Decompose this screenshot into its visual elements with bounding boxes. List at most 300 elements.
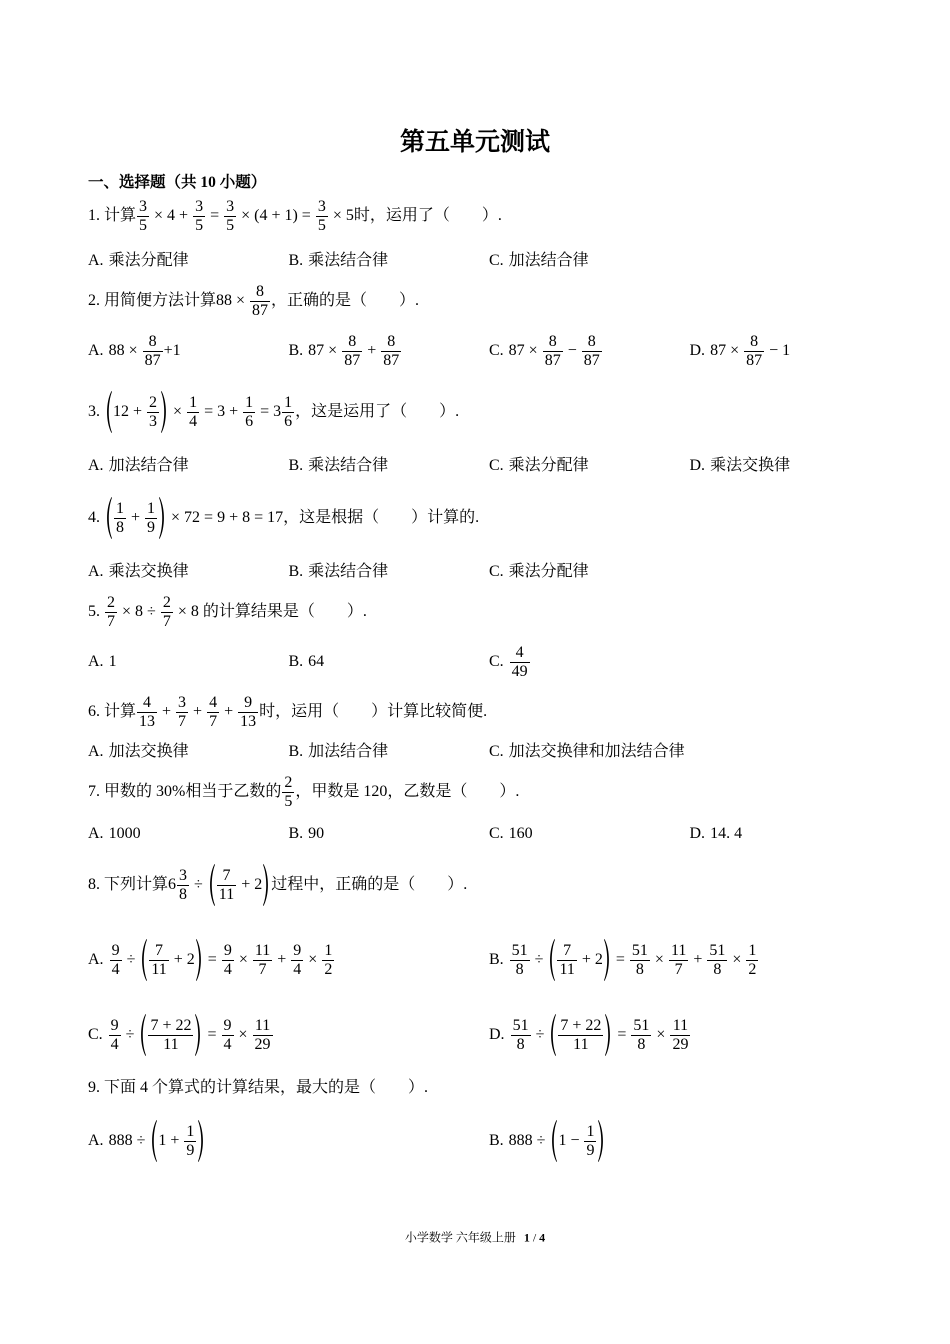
option-content	[509, 1119, 607, 1163]
options-row	[88, 251, 890, 271]
left-paren	[550, 1119, 557, 1163]
numerator: 8	[256, 283, 265, 300]
right-paren	[198, 1119, 205, 1163]
denominator: 9	[186, 1142, 195, 1159]
numerator: 4	[143, 694, 152, 711]
math-text: + 2	[169, 951, 195, 968]
mixed-number	[168, 867, 190, 903]
option-content	[308, 456, 388, 476]
math-text: × 8 的计算结果是（ ）.	[173, 603, 367, 620]
parenthesized-group	[549, 1119, 606, 1163]
numerator: 9	[223, 1017, 232, 1034]
math-text: 加法结合律	[108, 457, 189, 474]
parenthesized-group	[139, 938, 203, 982]
math-text: ÷	[121, 1026, 139, 1043]
answer-option	[289, 251, 490, 271]
fraction	[149, 942, 168, 978]
math-text: 加法交换律和加法结合律	[508, 743, 685, 760]
fraction	[147, 394, 159, 430]
math-text: ×	[234, 951, 252, 968]
option-content	[509, 824, 533, 844]
numerator: 8	[587, 333, 596, 350]
math-text: ×	[652, 1026, 670, 1043]
numerator: 3	[195, 198, 204, 215]
option-content	[109, 938, 336, 982]
math-text: 1 +	[158, 1132, 184, 1149]
math-text: ，这是运用了（ ）.	[295, 403, 460, 420]
option-label: B.	[288, 252, 304, 269]
option-label: D.	[689, 342, 706, 359]
math-text: × 4 +	[150, 207, 193, 224]
option-label: C.	[489, 457, 504, 474]
denominator: 6	[284, 413, 293, 430]
denominator: 5	[317, 217, 326, 234]
option-label: B.	[288, 457, 304, 474]
math-text: 加法交换律	[108, 743, 189, 760]
option-label: C.	[489, 653, 504, 670]
denominator: 4	[111, 961, 120, 978]
denominator: 8	[707, 960, 727, 978]
denominator: 87	[144, 352, 161, 369]
option-label: A.	[88, 563, 104, 580]
denominator: 4	[223, 1036, 232, 1053]
fraction	[381, 333, 401, 369]
options-row	[88, 824, 890, 844]
options-row	[88, 742, 890, 762]
math-text: × 8 ÷	[118, 603, 160, 620]
answer-option	[88, 1119, 489, 1163]
question-stem	[88, 1078, 428, 1098]
math-text: 过程中，正确的是（ ）.	[271, 876, 468, 893]
option-content	[510, 1013, 692, 1057]
math-text: 1000	[108, 825, 141, 842]
option-label: B.	[288, 825, 304, 842]
numerator: 7	[155, 942, 164, 959]
fraction	[670, 1017, 690, 1053]
math-text: +	[689, 951, 707, 968]
parenthesized-group	[548, 1013, 613, 1057]
numerator: 3	[226, 198, 235, 215]
answer-option	[88, 938, 489, 982]
parenthesized-group	[138, 1013, 203, 1057]
option-content	[109, 824, 141, 844]
denominator: 3	[149, 413, 158, 430]
math-text: =	[613, 1026, 631, 1043]
fraction	[222, 942, 234, 978]
math-text: +	[189, 703, 207, 720]
denominator: 2	[748, 961, 757, 978]
numerator: 9	[110, 1017, 119, 1034]
numerator: 1	[147, 500, 156, 517]
math-text: 1	[108, 653, 117, 670]
fraction	[282, 774, 294, 810]
question-stem	[88, 863, 467, 907]
denominator: 5	[226, 217, 235, 234]
denominator: 87	[544, 352, 561, 369]
page-title: 第五单元测试	[399, 129, 551, 156]
option-label: C.	[489, 563, 504, 580]
math-text: ×	[650, 951, 668, 968]
option-label: A.	[88, 951, 104, 968]
denominator: 11	[151, 961, 167, 978]
math-text: ×	[234, 1026, 252, 1043]
option-content	[109, 456, 189, 476]
answer-option	[289, 456, 490, 476]
section-heading: 一、选择题（共 10 小题）	[88, 174, 267, 191]
fraction	[253, 942, 272, 978]
denominator: 11	[559, 961, 575, 978]
option-label: B.	[288, 743, 304, 760]
option-content	[308, 652, 324, 672]
question-stem	[88, 774, 519, 810]
math-text: +	[273, 951, 291, 968]
right-paren	[195, 1013, 202, 1057]
option-content	[509, 644, 531, 680]
answer-option	[88, 333, 289, 369]
math-text: 12 +	[113, 403, 147, 420]
numerator: 8	[148, 333, 157, 350]
option-content	[308, 742, 388, 762]
numerator: 4	[515, 644, 524, 661]
numerator: 11	[672, 1017, 689, 1034]
option-label: D.	[689, 825, 706, 842]
math-text: 加法结合律	[508, 252, 589, 269]
numerator: 3	[317, 198, 326, 215]
options-row	[88, 456, 890, 476]
math-text: 乘法分配律	[508, 457, 589, 474]
option-label: A.	[88, 825, 104, 842]
numerator: 1	[748, 942, 757, 959]
options-row	[88, 562, 890, 582]
left-paren	[140, 938, 147, 982]
math-text: 88 ×	[108, 342, 142, 359]
fraction	[222, 1017, 234, 1053]
fraction	[557, 942, 576, 978]
page-footer	[405, 1229, 545, 1246]
fraction	[238, 694, 258, 730]
fraction	[137, 198, 149, 234]
option-label: C.	[489, 743, 504, 760]
math-text: ×	[728, 951, 746, 968]
footer-page-number: 1	[523, 1230, 530, 1245]
option-content	[509, 251, 589, 271]
option-content	[308, 251, 388, 271]
right-paren	[196, 938, 203, 982]
denominator: 7	[669, 960, 688, 978]
math-text: 87 ×	[308, 342, 342, 359]
option-content	[108, 1013, 274, 1057]
option-label: C.	[489, 342, 504, 359]
math-text: 87 ×	[508, 342, 542, 359]
math-text: 2. 用简便方法计算88 ×	[88, 292, 250, 309]
fraction	[224, 198, 236, 234]
math-text: 乘法结合律	[308, 563, 389, 580]
option-content	[308, 333, 402, 369]
fraction	[161, 594, 173, 630]
math-text: 乘法交换律	[710, 457, 791, 474]
math-text: 3.	[88, 403, 104, 420]
option-label: C.	[489, 252, 504, 269]
denominator: 87	[252, 302, 269, 319]
right-paren	[598, 1119, 605, 1163]
fraction	[137, 694, 157, 730]
parenthesized-group	[104, 496, 167, 540]
answer-option	[88, 824, 289, 844]
fraction	[109, 1017, 121, 1053]
question-stem	[88, 390, 459, 434]
left-paren	[105, 496, 112, 540]
fraction	[207, 694, 219, 730]
right-paren	[605, 1013, 612, 1057]
fraction	[291, 942, 303, 978]
fraction	[148, 1017, 193, 1053]
options-row	[88, 333, 890, 369]
fraction	[630, 942, 650, 978]
math-text: 888 ÷	[108, 1132, 150, 1149]
math-text: 14. 4	[710, 825, 743, 842]
option-content	[308, 824, 324, 844]
parenthesized-group	[149, 1119, 206, 1163]
answer-option	[489, 644, 690, 680]
math-text: − 1	[765, 342, 791, 359]
math-text: + 2	[237, 876, 263, 893]
question-stem	[88, 496, 479, 540]
fraction	[584, 1123, 596, 1159]
numerator: 51	[631, 942, 648, 959]
math-text: 87 ×	[710, 342, 744, 359]
option-content	[109, 333, 181, 369]
left-paren	[150, 1119, 157, 1163]
denominator: 4	[293, 961, 302, 978]
math-text: 时，运用（ ）计算比较简便.	[259, 703, 488, 720]
denominator: 9	[586, 1142, 595, 1159]
numerator: 11	[254, 942, 271, 959]
answer-option	[489, 742, 690, 762]
numerator: 9	[223, 942, 232, 959]
math-text: × 72 = 9 + 8 = 17，这是根据（ ）计算的.	[167, 509, 480, 526]
answer-option	[489, 1119, 890, 1163]
math-text: 乘法结合律	[308, 252, 389, 269]
fraction	[631, 1017, 651, 1053]
numerator: 11	[254, 1017, 271, 1034]
math-text: +1	[163, 342, 181, 359]
math-text: −	[563, 342, 581, 359]
question-stem	[88, 594, 367, 630]
math-text: 乘法分配律	[108, 252, 189, 269]
answer-option	[289, 824, 490, 844]
fraction	[669, 942, 688, 978]
answer-option	[489, 333, 690, 369]
denominator: 8	[510, 960, 530, 978]
left-paren	[208, 863, 215, 907]
option-content	[710, 456, 790, 476]
right-paren	[159, 496, 166, 540]
answer-option	[88, 562, 289, 582]
numerator: 8	[348, 333, 357, 350]
answer-option	[489, 562, 690, 582]
answer-option	[489, 456, 690, 476]
fraction	[744, 333, 764, 369]
numerator: 8	[750, 333, 759, 350]
answer-option	[289, 742, 490, 762]
math-text: 乘法交换律	[108, 563, 189, 580]
numerator: 3	[179, 867, 188, 884]
denominator: 87	[383, 352, 400, 369]
answer-option	[289, 652, 490, 672]
fraction	[193, 198, 205, 234]
numerator: 1	[186, 1123, 195, 1140]
options-row	[88, 644, 890, 680]
math-text: 乘法分配律	[508, 563, 589, 580]
math-text: 9. 下面 4 个算式的计算结果，最大的是（ ）.	[88, 1079, 429, 1096]
denominator: 5	[284, 793, 293, 810]
option-content	[109, 742, 189, 762]
numerator: 1	[189, 394, 198, 411]
numerator: 1	[324, 942, 333, 959]
option-label: A.	[88, 342, 104, 359]
answer-option	[690, 456, 891, 476]
denominator: 13	[139, 713, 156, 730]
option-label: A.	[88, 252, 104, 269]
option-label: B.	[288, 563, 304, 580]
denominator: 4	[110, 1036, 119, 1053]
answer-option	[690, 824, 891, 844]
math-text: +	[363, 342, 381, 359]
math-text: = 3 +	[200, 403, 243, 420]
denominator: 4	[189, 413, 198, 430]
option-label: A.	[88, 743, 104, 760]
fraction	[511, 1017, 531, 1053]
fraction	[176, 694, 188, 730]
numerator: 8	[387, 333, 396, 350]
math-text: 乘法结合律	[308, 457, 389, 474]
fraction	[217, 867, 236, 903]
numerator: 9	[111, 942, 120, 959]
option-label: B.	[489, 1132, 504, 1149]
mixed-whole: 3	[273, 403, 282, 420]
denominator: 5	[139, 217, 148, 234]
fraction	[145, 500, 157, 536]
fraction	[177, 867, 189, 903]
numerator: 2	[162, 594, 171, 611]
footer-subject: 小学数学 六年级上册	[404, 1230, 516, 1245]
footer-page-total: 4	[539, 1230, 546, 1245]
option-content	[109, 652, 117, 672]
denominator: 2	[324, 961, 333, 978]
numerator: 7	[563, 942, 572, 959]
option-content	[109, 1119, 207, 1163]
mixed-whole: 6	[168, 876, 177, 893]
denominator: 8	[511, 1035, 531, 1053]
math-text: =	[203, 1026, 221, 1043]
options-row	[88, 938, 890, 982]
fraction	[582, 333, 602, 369]
denominator: 7	[162, 613, 171, 630]
fraction	[746, 942, 758, 978]
option-content	[710, 333, 790, 369]
denominator: 87	[344, 352, 361, 369]
option-content	[509, 938, 760, 982]
right-paren	[263, 863, 270, 907]
numerator: 8	[548, 333, 557, 350]
math-text: 加法结合律	[308, 743, 389, 760]
math-text: =	[256, 403, 274, 420]
fraction	[322, 942, 334, 978]
option-content	[710, 824, 742, 844]
denominator: 11	[218, 886, 235, 903]
right-paren	[161, 390, 168, 434]
math-text: =	[206, 207, 224, 224]
mixed-number	[273, 394, 295, 430]
option-content	[308, 562, 388, 582]
fraction	[558, 1017, 603, 1053]
numerator: 1	[116, 500, 124, 517]
math-text: ，甲数是 120，乙数是（ ）.	[295, 783, 520, 800]
option-label: A.	[88, 457, 104, 474]
left-paren	[105, 390, 112, 434]
numerator: 1	[245, 394, 254, 411]
answer-option	[489, 1013, 890, 1057]
parenthesized-group	[207, 863, 271, 907]
fraction	[543, 333, 563, 369]
options-row	[88, 1119, 890, 1163]
fraction	[243, 394, 255, 430]
denominator: 6	[245, 413, 254, 430]
numerator: 51	[633, 1017, 650, 1034]
math-text: + 2	[577, 951, 603, 968]
fraction	[316, 198, 328, 234]
fraction	[250, 283, 270, 319]
fraction	[184, 1123, 196, 1159]
option-content	[509, 333, 603, 369]
math-text: 5.	[88, 603, 104, 620]
option-label: C.	[88, 1026, 103, 1043]
denominator: 8	[631, 1035, 651, 1053]
numerator: 7 + 22	[150, 1017, 192, 1034]
option-label: B.	[288, 653, 304, 670]
answer-option	[289, 562, 490, 582]
denominator: 29	[672, 1036, 689, 1053]
answer-option	[88, 251, 289, 271]
math-text: 64	[308, 653, 325, 670]
numerator: 51	[709, 942, 726, 959]
option-label: C.	[489, 825, 504, 842]
fraction	[510, 644, 530, 680]
denominator: 7	[253, 960, 272, 978]
math-text: 6. 计算	[88, 703, 137, 720]
left-paren	[548, 938, 555, 982]
math-text: 160	[508, 825, 533, 842]
numerator: 2	[284, 774, 293, 791]
math-text: +	[127, 509, 145, 526]
math-text: =	[611, 951, 629, 968]
option-content	[509, 742, 685, 762]
math-text: +	[220, 703, 238, 720]
fraction	[342, 333, 362, 369]
numerator: 51	[512, 1017, 529, 1034]
fraction	[114, 500, 126, 536]
answer-option	[489, 251, 690, 271]
answer-option	[88, 742, 289, 762]
fraction	[187, 394, 199, 430]
math-text: ×	[169, 403, 187, 420]
math-text: 888 ÷	[508, 1132, 550, 1149]
numerator: 1	[586, 1123, 595, 1140]
math-text: × (4 + 1) =	[237, 207, 315, 224]
denominator: 11	[148, 1035, 193, 1053]
denominator: 7	[107, 613, 115, 630]
question-stem	[88, 283, 419, 319]
